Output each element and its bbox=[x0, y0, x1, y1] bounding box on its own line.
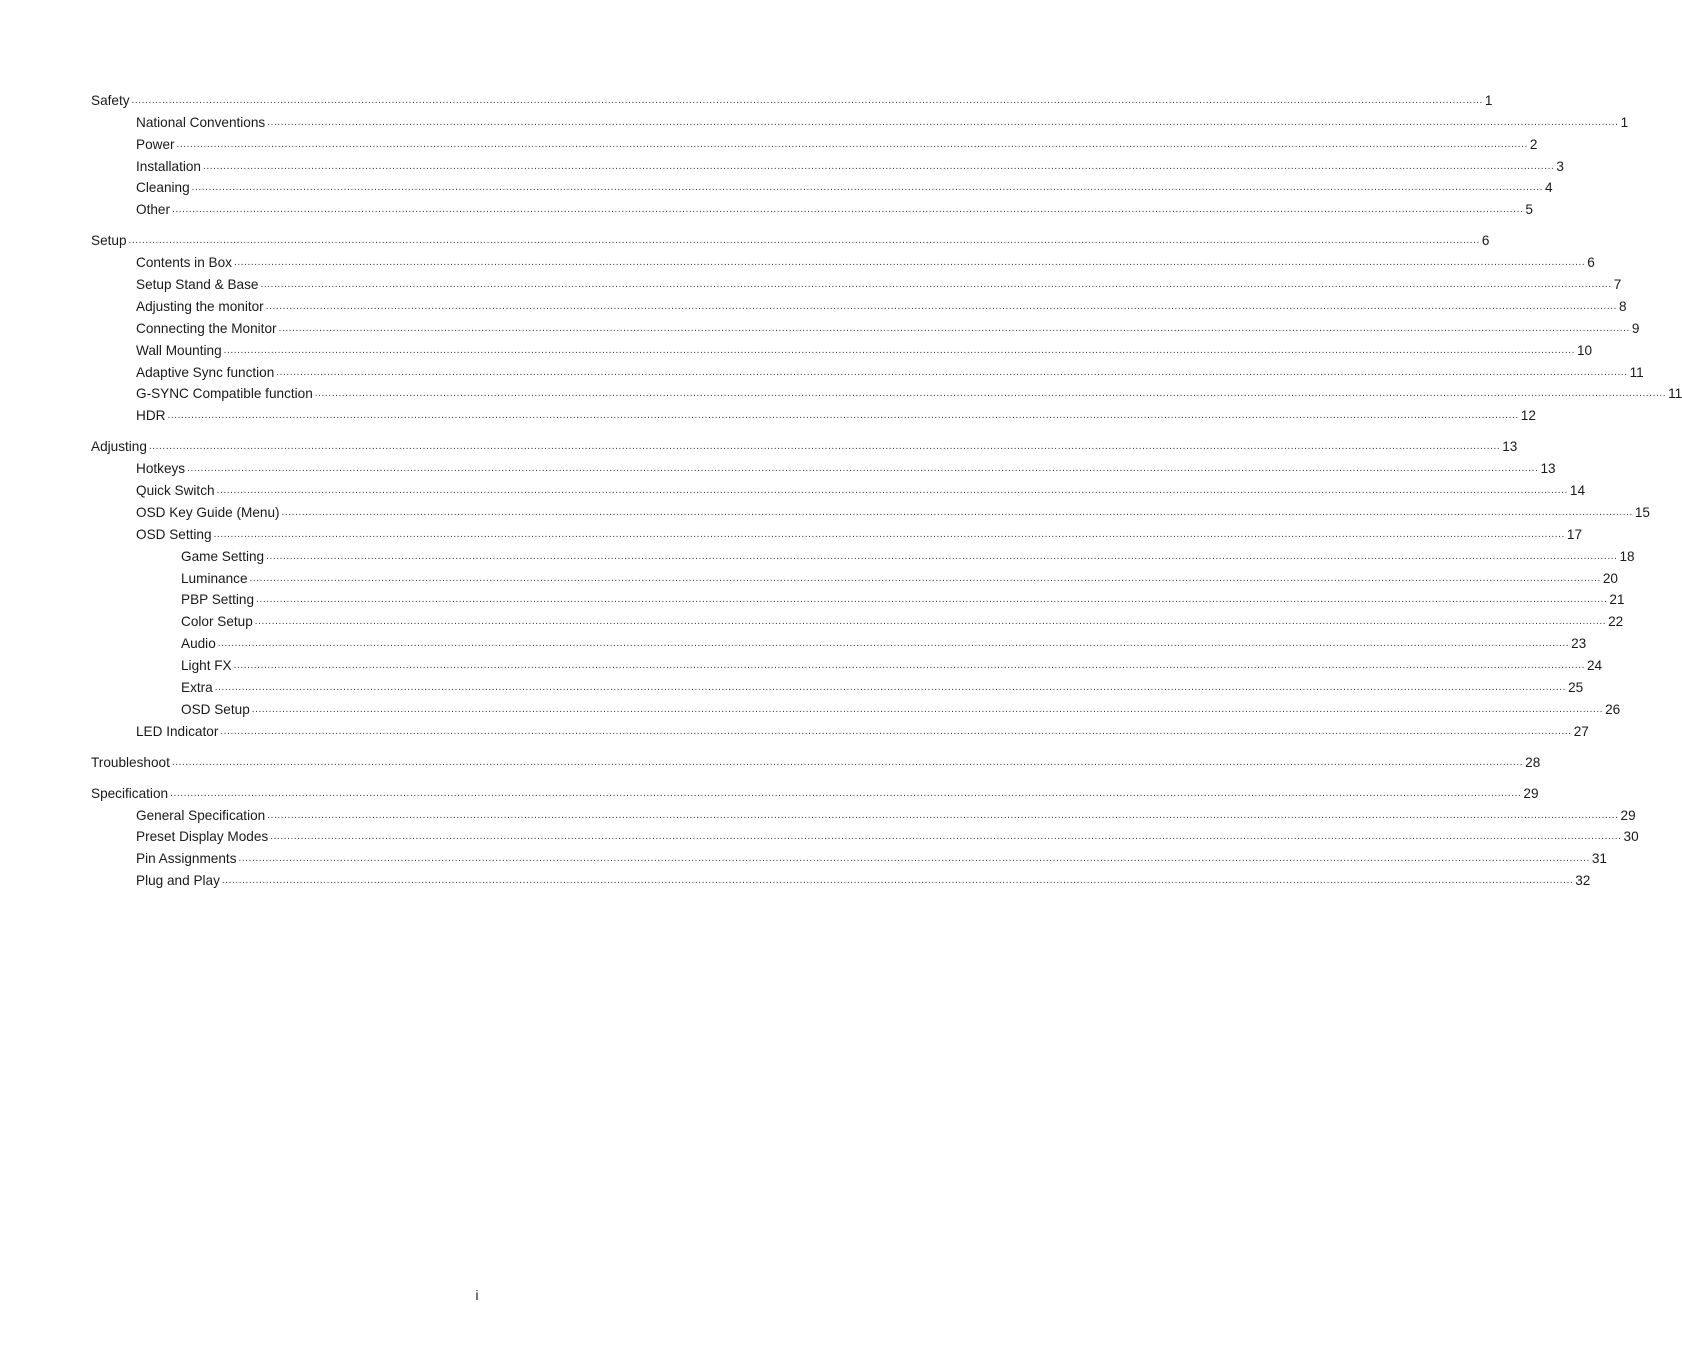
toc-entry-wall-mounting[interactable] bbox=[91, 337, 1593, 359]
toc-entry-title: Safety bbox=[91, 92, 130, 108]
toc-entry-page: 13 bbox=[1502, 439, 1518, 455]
dot-leader: ................................................................................................................................................................................................................................................................................................................................................................................................................ bbox=[214, 682, 1567, 694]
toc-entry-pbp-setting[interactable] bbox=[91, 587, 1625, 609]
dot-leader: ................................................................................................................................................................................................................................................................................................................................................................................................................ bbox=[128, 235, 1480, 247]
toc-entry-title: Installation bbox=[136, 158, 201, 174]
toc-entry-specification[interactable] bbox=[91, 780, 1539, 802]
toc-entry-osd-setup[interactable] bbox=[91, 696, 1621, 718]
toc-entry-title: OSD Key Guide (Menu) bbox=[136, 504, 280, 520]
toc-entry-light-fx[interactable] bbox=[91, 652, 1603, 674]
toc-entry-title: Preset Display Modes bbox=[136, 829, 269, 845]
toc-entry-page: 7 bbox=[1613, 277, 1622, 293]
dot-leader: ................................................................................................................................................................................................................................................................................................................................................................................................................ bbox=[265, 300, 1618, 312]
toc-entry-page: 12 bbox=[1520, 408, 1536, 424]
dot-leader: ................................................................................................................................................................................................................................................................................................................................................................................................................ bbox=[256, 594, 1608, 606]
toc-entry-osd-key-guide-menu[interactable] bbox=[91, 499, 1650, 521]
dot-leader: ................................................................................................................................................................................................................................................................................................................................................................................................................ bbox=[220, 725, 1572, 737]
toc-entry-title: Extra bbox=[181, 680, 213, 696]
toc-entry-connecting-the-monitor[interactable] bbox=[91, 315, 1640, 337]
toc-entry-title: Pin Assignments bbox=[136, 851, 237, 867]
dot-leader: ................................................................................................................................................................................................................................................................................................................................................................................................................ bbox=[148, 441, 1501, 453]
dot-leader: ................................................................................................................................................................................................................................................................................................................................................................................................................ bbox=[278, 322, 1630, 334]
toc-entry-title: Plug and Play bbox=[136, 873, 220, 889]
toc-entry-title: Other bbox=[136, 202, 170, 218]
toc-entry-title: G-SYNC Compatible function bbox=[136, 386, 313, 402]
dot-leader: ................................................................................................................................................................................................................................................................................................................................................................................................................ bbox=[191, 182, 1543, 194]
toc-entry-title: Setup Stand & Base bbox=[136, 277, 259, 293]
toc-entry-title: OSD Setting bbox=[136, 526, 212, 542]
dot-leader: ................................................................................................................................................................................................................................................................................................................................................................................................................ bbox=[131, 94, 1483, 106]
toc-entry-hotkeys[interactable] bbox=[91, 455, 1556, 477]
toc-entry-page: 11 bbox=[1629, 364, 1644, 380]
toc-entry-power[interactable] bbox=[91, 131, 1538, 153]
dot-leader: ................................................................................................................................................................................................................................................................................................................................................................................................................ bbox=[251, 703, 1604, 715]
toc-entry-national-conventions[interactable] bbox=[91, 109, 1629, 131]
toc-entry-cleaning[interactable] bbox=[91, 175, 1553, 197]
toc-entry-title: Power bbox=[136, 136, 175, 152]
toc-section-setup bbox=[91, 227, 1682, 424]
toc-entry-title: National Conventions bbox=[136, 114, 266, 130]
toc-entry-page: 30 bbox=[1623, 829, 1639, 845]
toc-entry-page: 29 bbox=[1523, 785, 1539, 801]
dot-leader: ................................................................................................................................................................................................................................................................................................................................................................................................................ bbox=[276, 366, 1628, 378]
toc-entry-title: LED Indicator bbox=[136, 723, 219, 739]
toc-entry-audio[interactable] bbox=[91, 630, 1587, 652]
toc-entry-g-sync-compatible-function[interactable] bbox=[91, 381, 1682, 403]
toc-entry-title: Audio bbox=[181, 636, 216, 652]
dot-leader: ................................................................................................................................................................................................................................................................................................................................................................................................................ bbox=[238, 853, 1590, 865]
toc-entry-page: 29 bbox=[1620, 807, 1636, 823]
toc-entry-page: 28 bbox=[1525, 754, 1541, 770]
toc-entry-title: OSD Setup bbox=[181, 701, 250, 717]
toc-entry-page: 18 bbox=[1619, 548, 1635, 564]
toc-entry-title: General Specification bbox=[136, 807, 266, 823]
toc-entry-page: 11 bbox=[1668, 386, 1682, 402]
toc-entry-adaptive-sync-function[interactable] bbox=[91, 359, 1644, 381]
toc-entry-page: 1 bbox=[1620, 114, 1629, 130]
dot-leader: ................................................................................................................................................................................................................................................................................................................................................................................................................ bbox=[260, 279, 1612, 291]
toc-section-adjusting bbox=[91, 433, 1650, 739]
dot-leader: ................................................................................................................................................................................................................................................................................................................................................................................................................ bbox=[221, 875, 1574, 887]
toc-entry-title: HDR bbox=[136, 408, 166, 424]
toc-entry-page: 13 bbox=[1540, 461, 1556, 477]
toc-entry-page: 6 bbox=[1481, 233, 1490, 249]
toc-entry-plug-and-play[interactable] bbox=[91, 867, 1591, 889]
toc-entry-title: Wall Mounting bbox=[136, 342, 222, 358]
toc-entry-title: Adjusting bbox=[91, 439, 147, 455]
toc-entry-contents-in-box[interactable] bbox=[91, 249, 1595, 271]
dot-leader: ................................................................................................................................................................................................................................................................................................................................................................................................................ bbox=[314, 388, 1667, 400]
toc-entry-page: 27 bbox=[1573, 723, 1589, 739]
dot-leader: ................................................................................................................................................................................................................................................................................................................................................................................................................ bbox=[213, 528, 1565, 540]
toc-entry-page: 25 bbox=[1568, 680, 1584, 696]
dot-leader: ................................................................................................................................................................................................................................................................................................................................................................................................................ bbox=[167, 410, 1519, 422]
dot-leader: ................................................................................................................................................................................................................................................................................................................................................................................................................ bbox=[270, 831, 1622, 843]
toc-entry-title: Troubleshoot bbox=[91, 754, 170, 770]
toc-entry-page: 10 bbox=[1576, 342, 1593, 358]
toc-entry-general-specification[interactable] bbox=[91, 802, 1636, 824]
toc-entry-title: Light FX bbox=[181, 658, 232, 674]
toc-section-safety bbox=[91, 87, 1629, 218]
toc-entry-page: 1 bbox=[1484, 92, 1493, 108]
toc-entry-safety[interactable] bbox=[91, 87, 1493, 109]
toc-entry-installation[interactable] bbox=[91, 153, 1564, 175]
toc-entry-page: 21 bbox=[1609, 592, 1625, 608]
toc-entry-page: 9 bbox=[1631, 320, 1640, 336]
toc-entry-title: Setup bbox=[91, 233, 127, 249]
dot-leader: ................................................................................................................................................................................................................................................................................................................................................................................................................ bbox=[249, 572, 1601, 584]
toc-entry-title: Connecting the Monitor bbox=[136, 320, 277, 336]
dot-leader: ................................................................................................................................................................................................................................................................................................................................................................................................................ bbox=[187, 463, 1539, 475]
toc-entry-title: Cleaning bbox=[136, 180, 190, 196]
toc-entry-page: 8 bbox=[1619, 298, 1627, 314]
dot-leader: ................................................................................................................................................................................................................................................................................................................................................................................................................ bbox=[203, 160, 1555, 172]
toc-entry-hdr[interactable] bbox=[91, 402, 1536, 424]
dot-leader: ................................................................................................................................................................................................................................................................................................................................................................................................................ bbox=[267, 809, 1619, 821]
dot-leader: ................................................................................................................................................................................................................................................................................................................................................................................................................ bbox=[233, 257, 1586, 269]
toc-entry-page: 4 bbox=[1545, 180, 1553, 196]
toc-entry-page: 32 bbox=[1575, 873, 1591, 889]
dot-leader: ................................................................................................................................................................................................................................................................................................................................................................................................................ bbox=[171, 756, 1524, 768]
toc-section-specification bbox=[91, 780, 1639, 889]
toc-entry-title: Game Setting bbox=[181, 548, 265, 564]
toc-entry-title: Hotkeys bbox=[136, 461, 186, 477]
toc-entry-title: Adjusting the monitor bbox=[136, 298, 264, 314]
toc-entry-page: 26 bbox=[1605, 701, 1621, 717]
toc-section-troubleshoot bbox=[91, 749, 1541, 771]
toc-entry-adjusting[interactable] bbox=[91, 433, 1518, 455]
dot-leader: ................................................................................................................................................................................................................................................................................................................................................................................................................ bbox=[254, 616, 1607, 628]
toc-entry-page: 22 bbox=[1608, 614, 1624, 630]
toc-entry-game-setting[interactable] bbox=[91, 543, 1635, 565]
toc-entry-title: Adaptive Sync function bbox=[136, 364, 275, 380]
toc-entry-preset-display-modes[interactable] bbox=[91, 824, 1639, 846]
toc-entry-page: 5 bbox=[1525, 202, 1533, 218]
toc-entry-title: Color Setup bbox=[181, 614, 253, 630]
dot-leader: ................................................................................................................................................................................................................................................................................................................................................................................................................ bbox=[170, 787, 1522, 799]
toc-entry-page: 17 bbox=[1566, 526, 1583, 542]
toc-entry-title: PBP Setting bbox=[181, 592, 255, 608]
toc-entry-page: 23 bbox=[1571, 636, 1587, 652]
dot-leader: ................................................................................................................................................................................................................................................................................................................................................................................................................ bbox=[223, 344, 1575, 356]
toc-entry-title: Luminance bbox=[181, 570, 248, 586]
toc-entry-quick-switch[interactable] bbox=[91, 477, 1586, 499]
toc-entry-page: 31 bbox=[1591, 851, 1607, 867]
dot-leader: ................................................................................................................................................................................................................................................................................................................................................................................................................ bbox=[266, 550, 1618, 562]
toc-entry-extra[interactable] bbox=[91, 674, 1584, 696]
dot-leader: ................................................................................................................................................................................................................................................................................................................................................................................................................ bbox=[217, 638, 1570, 650]
toc-entry-osd-setting[interactable] bbox=[91, 521, 1583, 543]
toc-entry-led-indicator[interactable] bbox=[91, 718, 1589, 740]
toc-entry-title: Specification bbox=[91, 785, 169, 801]
toc-entry-troubleshoot[interactable] bbox=[91, 749, 1541, 771]
toc-entry-page: 2 bbox=[1529, 136, 1538, 152]
dot-leader: ................................................................................................................................................................................................................................................................................................................................................................................................................ bbox=[216, 485, 1568, 497]
toc-entry-adjusting-the-monitor[interactable] bbox=[91, 293, 1627, 315]
toc-entry-setup-stand-base[interactable] bbox=[91, 271, 1622, 293]
toc-entry-color-setup[interactable] bbox=[91, 608, 1624, 630]
dot-leader: ................................................................................................................................................................................................................................................................................................................................................................................................................ bbox=[267, 116, 1619, 128]
toc-entry-page: 14 bbox=[1569, 483, 1586, 499]
toc-entry-title: Contents in Box bbox=[136, 255, 232, 271]
table-of-contents bbox=[91, 87, 1682, 898]
page-number: i bbox=[475, 1288, 479, 1303]
toc-entry-pin-assignments[interactable] bbox=[91, 845, 1607, 867]
toc-entry-other[interactable] bbox=[91, 196, 1533, 218]
toc-entry-page: 3 bbox=[1556, 158, 1564, 174]
dot-leader: ................................................................................................................................................................................................................................................................................................................................................................................................................ bbox=[176, 138, 1528, 150]
toc-entry-page: 20 bbox=[1602, 570, 1618, 586]
dot-leader: ................................................................................................................................................................................................................................................................................................................................................................................................................ bbox=[233, 660, 1585, 672]
toc-entry-page: 15 bbox=[1634, 504, 1650, 520]
dot-leader: ................................................................................................................................................................................................................................................................................................................................................................................................................ bbox=[281, 506, 1633, 518]
toc-entry-setup[interactable] bbox=[91, 227, 1490, 249]
toc-entry-luminance[interactable] bbox=[91, 565, 1618, 587]
toc-entry-page: 6 bbox=[1587, 255, 1595, 271]
toc-entry-title: Quick Switch bbox=[136, 483, 215, 499]
dot-leader: ................................................................................................................................................................................................................................................................................................................................................................................................................ bbox=[172, 204, 1524, 216]
toc-entry-page: 24 bbox=[1586, 658, 1603, 674]
